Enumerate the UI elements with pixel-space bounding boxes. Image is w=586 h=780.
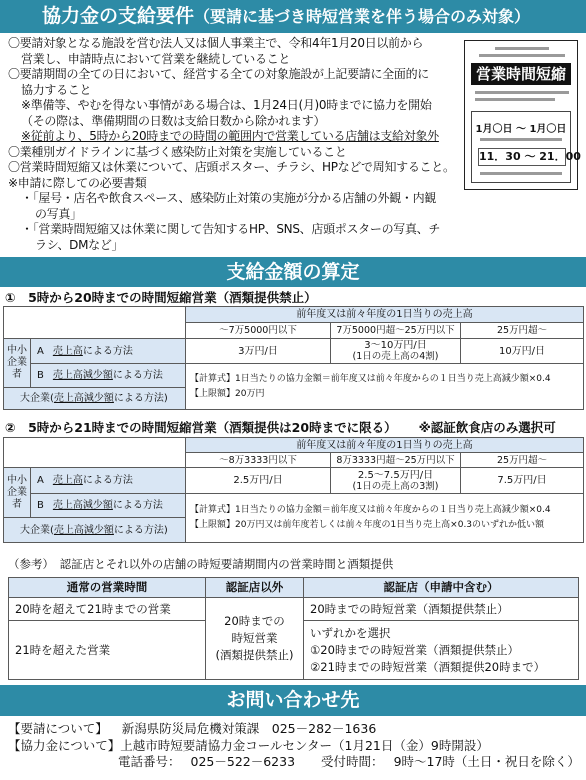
contact-text: 新潟県防災局危機対策課 025－282－1636 (121, 721, 377, 736)
hours-label: 受付時間： (321, 754, 384, 769)
contact-subsidy-line (8, 738, 583, 755)
requirement-line: 営業し、申請時点において営業を継続していること (21, 51, 291, 66)
sme-label: 中小企業者 (4, 468, 31, 518)
cap-text: 【上限額】20万円又は前年度若しくは前々年度の1日当り売上高×0.3のいずれか低い額 (190, 520, 545, 530)
reference-column-header: 認証店以外 (206, 578, 304, 598)
formula-cell (186, 494, 584, 543)
required-document-item: ラシ、DMなど」 (35, 237, 124, 252)
formula-text: 【計算式】1日当たりの協力金額＝前年度又は前々年度からの１日当り売上高減少額×0.4 (190, 373, 551, 384)
requirement-line: 〇業種別ガイドラインに基づく感染防止対策を実施していること (8, 144, 347, 159)
business-hours-cell: 20時を超えて21時までの営業 (9, 598, 206, 621)
amount-table-1 (3, 306, 584, 410)
requirement-line: 〇要請対象となる施設を営む法人又は個人事業主で、令和4年1月20日以前から (8, 36, 424, 50)
poster-title: 営業時間短縮 (471, 63, 571, 85)
poster-fine-print (480, 172, 562, 175)
formula-text: 【計算式】1日当たりの協力金額＝前年度又は前々年度からの１日当り売上高減少額×0.4 (190, 505, 551, 515)
amount-cell: 2.5万円/日 (186, 468, 331, 494)
row-b-label: B 売上高減少額による方法 (31, 364, 186, 388)
contact-label: 【協力金について】 (8, 737, 121, 753)
sales-header: 前年度又は前々年度の1日当りの売上高 (186, 307, 584, 323)
amount-header-bar (0, 257, 586, 287)
section2-heading: ② 5時から21時までの時間短縮営業（酒類提供は20時までに限る） ※認証飲食店のみ選択可 (5, 420, 556, 435)
requirement-note: ※準備等、やむを得ない事情がある場合は、1月24日(月)0時までに協力を開始 (21, 98, 432, 112)
required-documents-heading: ※申請に際しての必要書類 (8, 175, 147, 190)
reference-heading: （参考） 認証店とそれ以外の店舗の時短要請期間内の営業時間と酒類提供 (8, 557, 394, 571)
amount-cell: 7.5万円/日 (461, 468, 584, 494)
contact-header-bar (0, 685, 586, 716)
reception-hours: 9時～17時（土日・祝日を除く） (393, 754, 580, 769)
sme-label: 中小企業者 (4, 339, 31, 388)
non-certified-rule: 20時までの 時短営業 (酒類提供禁止) (206, 598, 304, 680)
row-a-label: A 売上高による方法 (31, 468, 186, 494)
contact-text: 上越市時短要請協力金コールセンター（1月21日（金）9時開設） (120, 737, 489, 753)
column-header: 25万円超～ (461, 323, 584, 339)
contact-title: お問い合わせ先 (226, 689, 360, 711)
requirements-header-bar (0, 0, 586, 33)
poster-fine-print (495, 47, 549, 50)
contact-info (8, 721, 583, 771)
amount-cell: 3～10万円/日 (1日の売上高の4割) (331, 339, 461, 364)
table-corner-cell (4, 438, 186, 468)
requirement-line: 〇要請期間の全ての日において、経営する全ての対象施設が上記要請に全面的に (8, 67, 429, 81)
large-company-label: 大企業(売上高減少額による方法) (4, 388, 186, 410)
formula-cell (186, 364, 584, 410)
reference-table (8, 577, 579, 680)
table-corner-cell (4, 307, 186, 339)
phone-label: 電話番号： (118, 754, 181, 769)
large-company-label: 大企業(売上高減少額による方法) (4, 518, 186, 543)
amount-cell: 3万円/日 (186, 339, 331, 364)
required-document-item: ・「営業時間短縮又は休業に関して告知するHP、SNS、店頭ポスターの写真、チ (21, 222, 441, 236)
requirement-line: 〇営業時間短縮又は休業について、店頭ポスター、チラシ、HPなどで周知すること。 (8, 160, 455, 174)
column-header: 25万円超～ (461, 453, 584, 468)
poster-dates: 1月〇日 ～ 1月〇日 (475, 124, 567, 135)
section1-heading: ① 5時から20時までの時間短縮営業（酒類提供禁止） (5, 290, 317, 305)
reference-column-header: 通常の営業時間 (9, 578, 206, 598)
amount-table-2 (3, 437, 584, 543)
row-b-label: B 売上高減少額による方法 (31, 494, 186, 518)
poster-fine-print (480, 138, 562, 141)
reference-column-header: 認証店（申請中含む） (304, 578, 579, 598)
column-header: ～8万3333円以下 (186, 453, 331, 468)
amount-title: 支給金額の算定 (226, 261, 360, 283)
requirements-subtitle: （要請に基づき時短営業を伴う場合のみ対象） (194, 7, 531, 26)
column-header: 8万3333円超～25万円以下 (331, 453, 461, 468)
business-hours-cell: 21時を超えた営業 (9, 621, 206, 680)
sales-header: 前年度又は前々年度の1日当りの売上高 (186, 438, 584, 453)
amount-cell: 2.5～7.5万円/日 (1日の売上高の3割) (331, 468, 461, 494)
requirement-exclusion-note: ※従前より、5時から20時までの時間の範囲内で営業している店舗は支給対象外 (21, 129, 439, 143)
certified-rule: 20時までの時短営業（酒類提供禁止） (304, 598, 579, 621)
contact-request-line (8, 721, 583, 738)
sample-poster-image (464, 40, 581, 190)
requirement-note: （その際は、準備期間の日数は支給日数から除かれます） (21, 113, 326, 128)
certified-only-note: ※認証飲食店のみ選択可 (418, 420, 556, 435)
poster-schedule-box (471, 111, 581, 183)
required-document-item: の写真」 (35, 206, 82, 221)
certified-rule-options: いずれかを選択 ①20時までの時短営業（酒類提供禁止） ②21時までの時短営業（酒類提供20時まで） (304, 621, 579, 680)
row-a-label: A 売上高による方法 (31, 339, 186, 364)
contact-phone-line (8, 754, 583, 771)
contact-label: 【要請について】 (8, 721, 108, 736)
poster-fine-print (475, 98, 555, 101)
required-document-item: ・「屋号・店名や飲食スペース、感染防止対策の実施が分かる店舗の外観・内観 (21, 191, 436, 205)
poster-fine-print (475, 91, 569, 94)
poster-hours: 11．30 ～ 21．00 (478, 148, 566, 166)
requirement-line: 協力すること (21, 82, 92, 97)
poster-fine-print (479, 54, 565, 57)
column-header: ～7万5000円以下 (186, 323, 331, 339)
cap-text: 【上限額】20万円 (190, 388, 265, 399)
phone-number: 025－522－6233 (190, 754, 296, 769)
column-header: 7万5000円超～25万円以下 (331, 323, 461, 339)
requirements-title: 協力金の支給要件 (42, 5, 195, 27)
amount-cell: 10万円/日 (461, 339, 584, 364)
